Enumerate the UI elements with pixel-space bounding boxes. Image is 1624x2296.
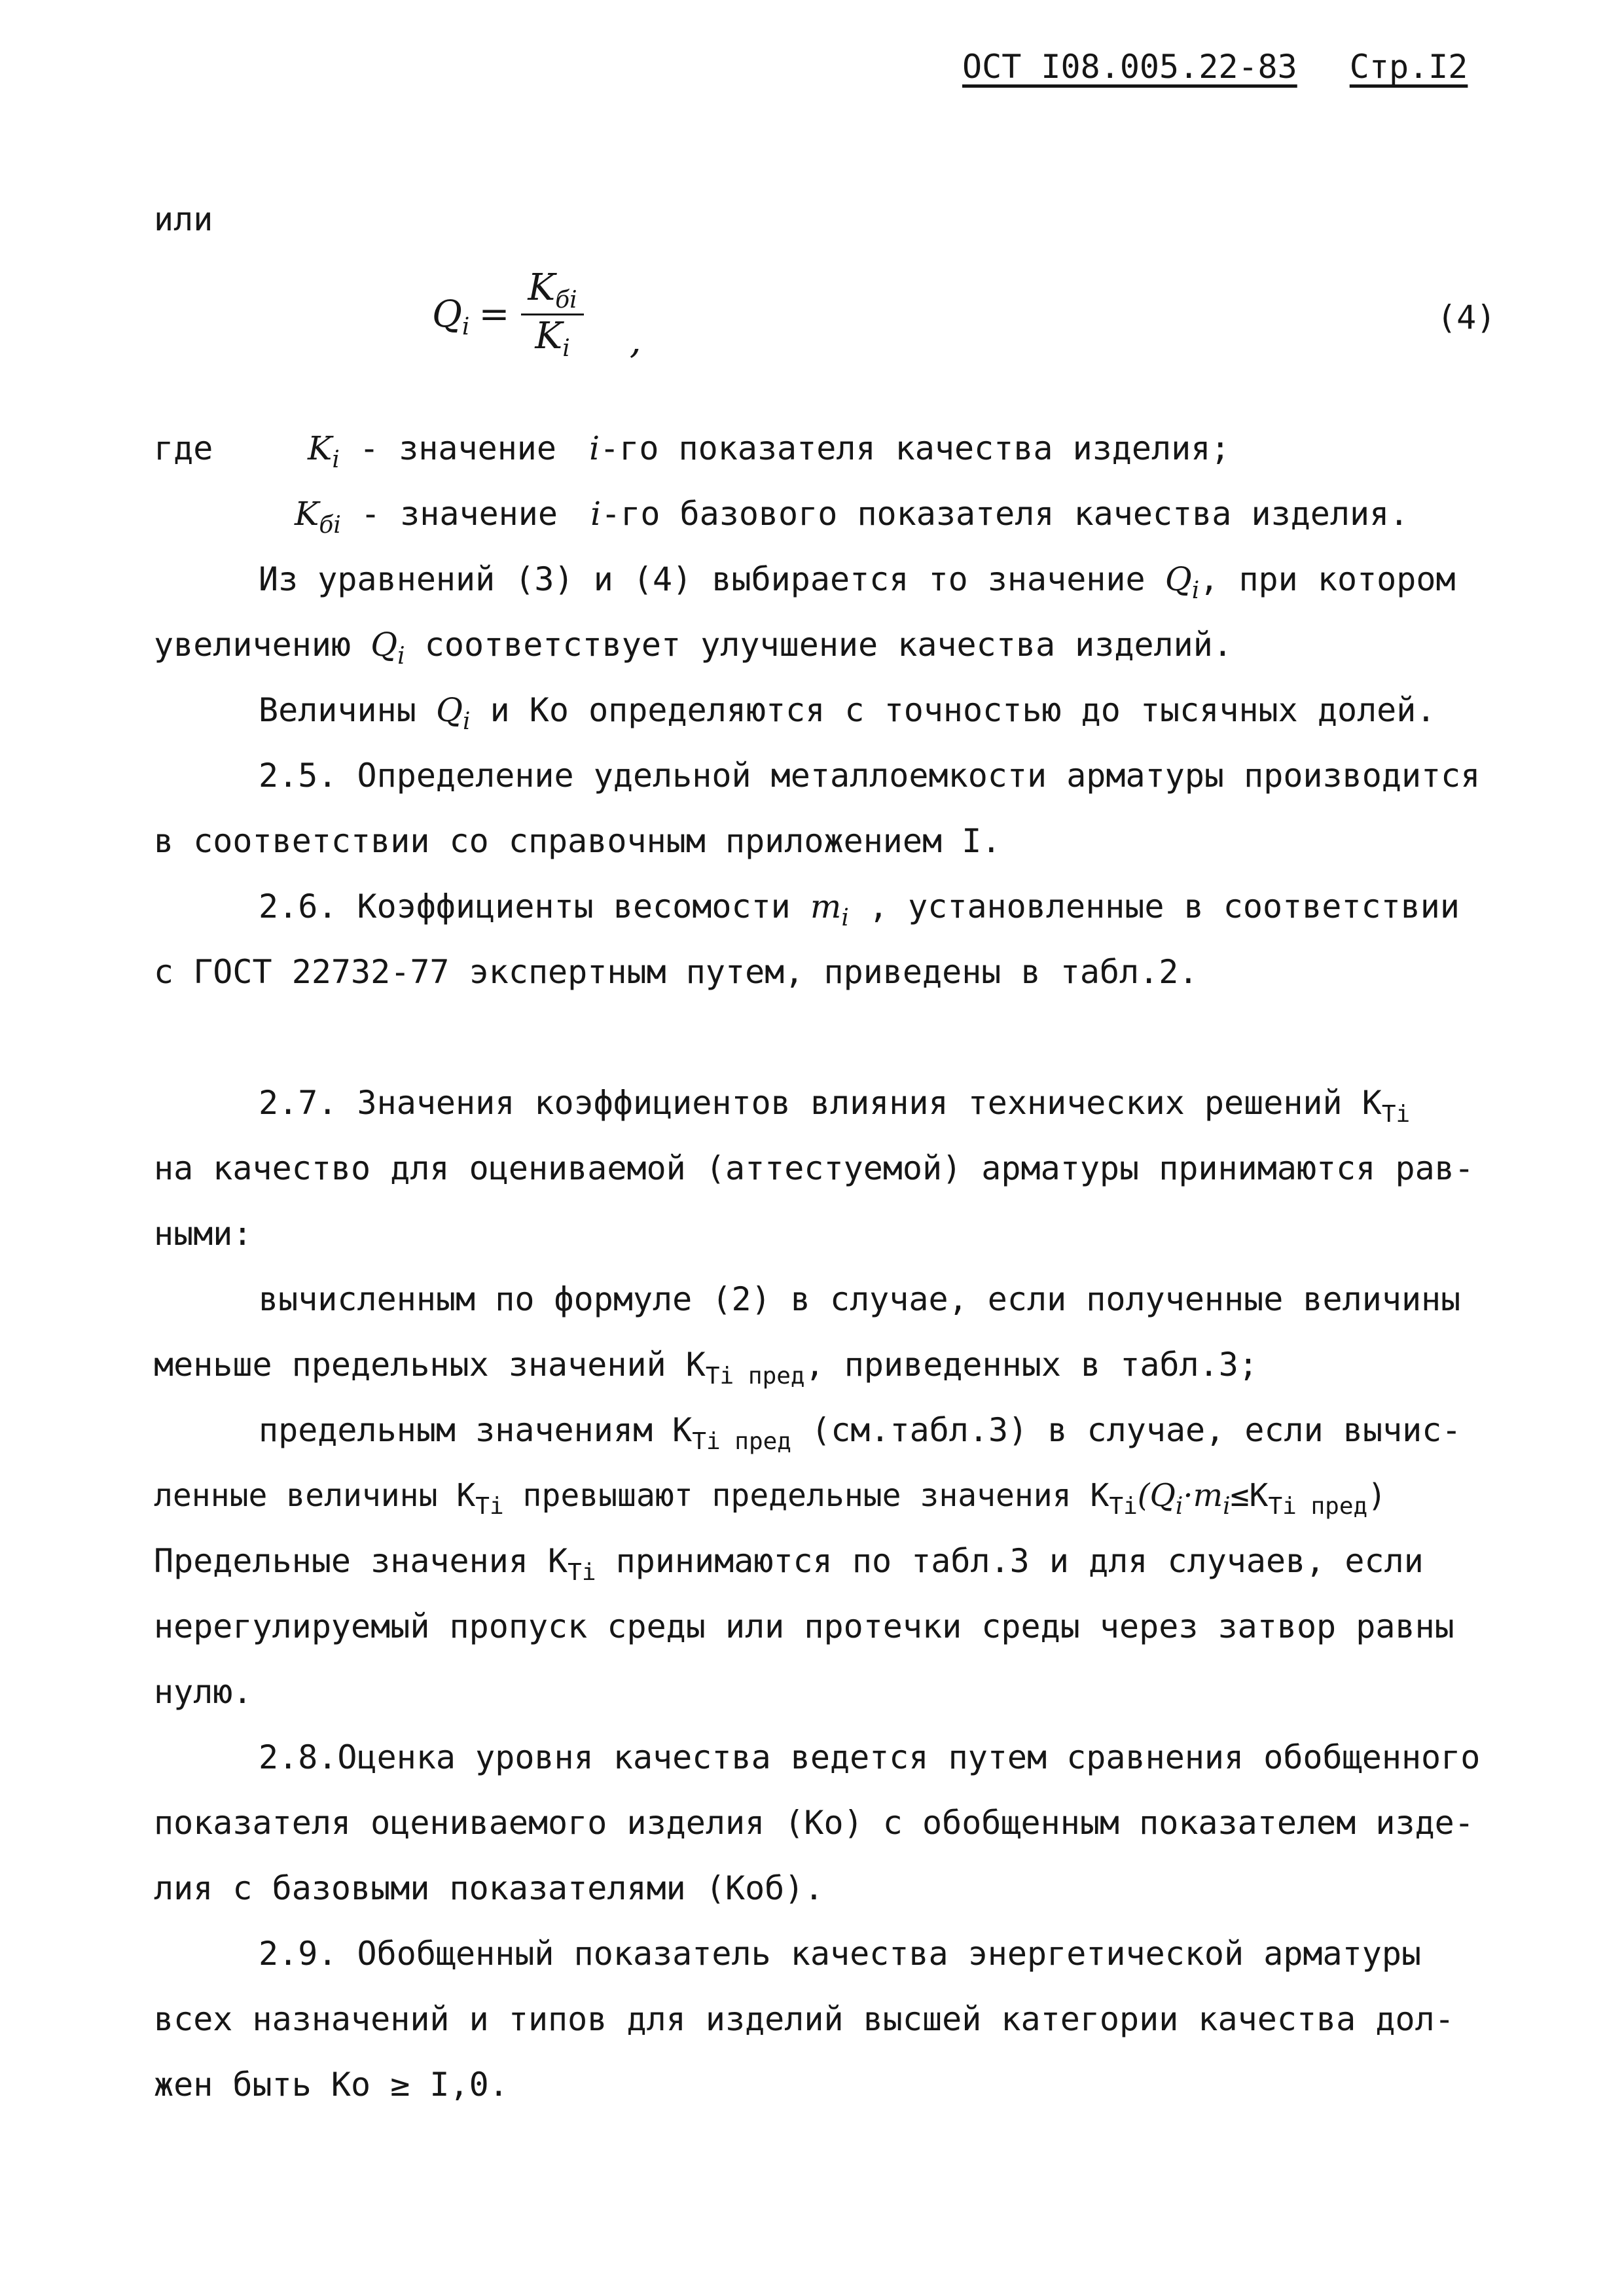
paragraph-accuracy: Величины $Q_i$ и Ко определяются с точностью до тысячных долей. <box>259 691 1436 735</box>
page-header <box>962 47 1468 86</box>
section-2-6-line1: 2.6. Коэффициенты весомости $m_i$ , установленные в соответствии <box>259 888 1460 931</box>
section-2-9-line1: 2.9. Обобщенный показатель качества энергетической арматуры <box>259 1935 1422 1973</box>
section-2-7-line2: на качество для оцениваемой (аттестуемой) арматуры принимаются рав- <box>154 1149 1474 1187</box>
section-2-7-line9: нерегулируемый пропуск среды или протечки среды через затвор равны <box>154 1607 1454 1645</box>
intro-or: или <box>154 200 213 238</box>
section-2-7-line4: вычисленным по формуле (2) в случае, если полученные величины <box>259 1280 1461 1318</box>
definition-ki: $K_i$ - значение i-го показателя качества изделия; <box>308 429 1231 473</box>
paragraph-choice-line1: Из уравнений (3) и (4) выбирается то значение $Q_i$, при котором <box>259 560 1456 604</box>
where-label: где <box>154 429 213 467</box>
section-2-8-line3: лия с базовыми показателями (Коб). <box>154 1869 824 1907</box>
section-2-5-line2: в соответствии со справочным приложением I. <box>154 822 1001 860</box>
section-2-8-line1: 2.8.Оценка уровня качества ведется путем сравнения обобщенного <box>259 1738 1481 1776</box>
section-2-7-line3: ными: <box>154 1215 253 1253</box>
formula-4 <box>432 268 641 361</box>
definition-kbi: $K_{бi}$ - значение i-го базового показателя качества изделия. <box>295 495 1409 539</box>
formula-numerator: $K_{бi}$ <box>521 268 583 315</box>
section-2-8-line2: показателя оцениваемого изделия (Ко) с обобщенным показателем изде- <box>154 1804 1474 1842</box>
page-number: Стр.I2 <box>1349 48 1468 86</box>
formula-fraction <box>521 268 583 361</box>
section-2-7-line5: меньше предельных значений $К_{Тi пред}$, приведенных в табл.3; <box>154 1346 1258 1390</box>
section-2-9-line2: всех назначений и типов для изделий высшей категории качества дол- <box>154 2000 1454 2038</box>
section-2-9-line3: жен быть Ко ≥ I,0. <box>154 2066 509 2104</box>
section-2-7-line7: ленные величины $К_{Тi}$ превышают предельные значения $К_{Тi}(Q_i\cdot m_i\le К_{Тi пред})$ <box>154 1477 1387 1520</box>
formula-comma: , <box>629 319 641 362</box>
section-2-6-line2: с ГОСТ 22732-77 экспертным путем, приведены в табл.2. <box>154 953 1199 991</box>
formula-lhs: $Q_i$ <box>432 293 470 340</box>
section-2-7-line1: 2.7. Значения коэффициентов влияния технических решений $К_{Тi}$ <box>259 1084 1411 1128</box>
section-2-7-line8: Предельные значения $К_{Тi}$ принимаются по табл.3 и для случаев, если <box>154 1542 1424 1586</box>
section-2-7-line6: предельным значениям $К_{Тi пред}$ (см.табл.3) в случае, если вычис- <box>259 1411 1462 1455</box>
standard-number: ОСТ I08.005.22-83 <box>962 48 1297 86</box>
formula-denominator: $K_i$ <box>535 315 570 362</box>
section-2-5-line1: 2.5. Определение удельной металлоемкости арматуры производится <box>259 757 1481 795</box>
formula-number: (4) <box>1437 298 1496 336</box>
formula-equals: = <box>478 293 510 336</box>
section-2-7-line10: нулю. <box>154 1673 253 1711</box>
paragraph-choice-line2: увеличению $Q_i$ соответствует улучшение качества изделий. <box>154 626 1233 670</box>
